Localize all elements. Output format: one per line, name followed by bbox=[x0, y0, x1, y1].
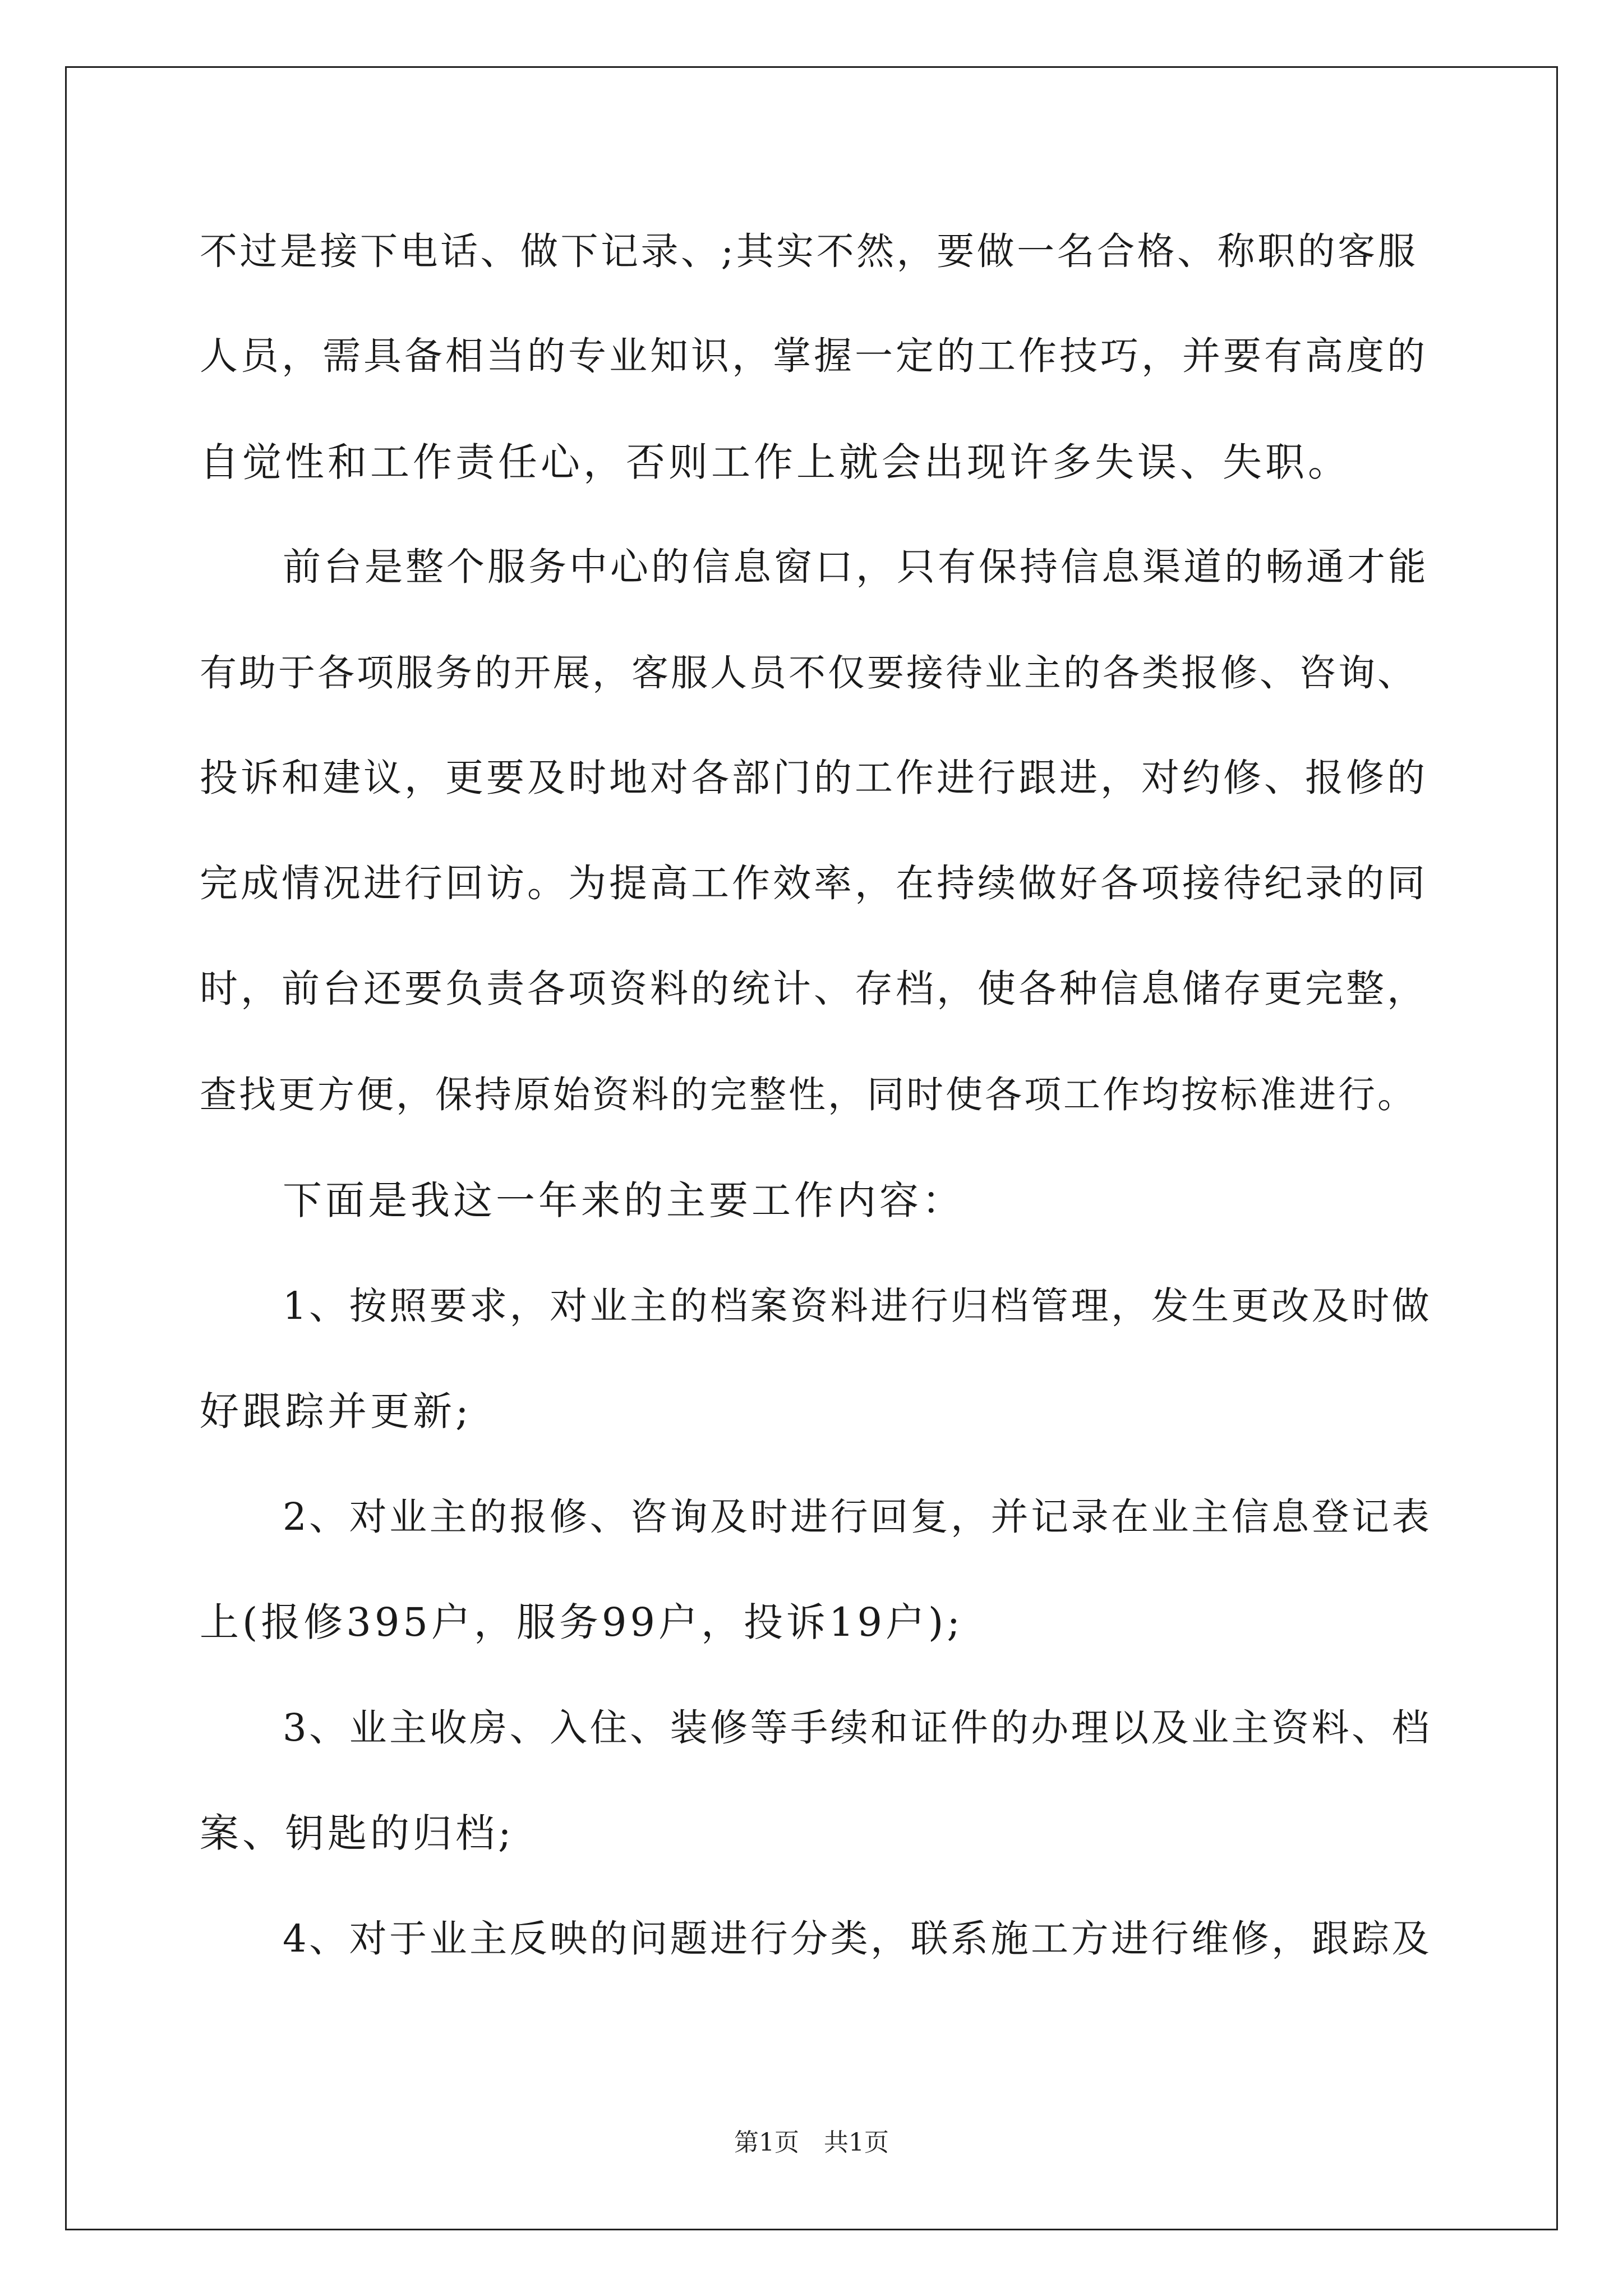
text-line-12: 好跟踪并更新; bbox=[200, 1388, 472, 1434]
text-line-3: 自觉性和工作责任心，否则工作上就会出现许多失误、失职。 bbox=[200, 439, 1350, 485]
text-line-2: 人员，需具备相当的专业知识，掌握一定的工作技巧，并要有高度的 bbox=[200, 334, 1428, 379]
text-line-17: 4、对于业主反映的问题进行分类，联系施工方进行维修，跟踪及 bbox=[283, 1917, 1432, 1961]
text-line-6: 投诉和建议，更要及时地对各部门的工作进行跟进，对约修、报修的 bbox=[200, 756, 1428, 800]
document-body bbox=[200, 218, 1437, 2010]
text-line-9: 查找更方便，保持原始资料的完整性，同时使各项工作均按标准进行。 bbox=[200, 1073, 1417, 1116]
text-line-15: 3、业主收房、入住、装修等手续和证件的办理以及业主资料、档 bbox=[283, 1706, 1432, 1750]
text-line-7: 完成情况进行回访。为提高工作效率，在持续做好各项接待纪录的同 bbox=[200, 862, 1428, 906]
text-line-1: 不过是接下电话、做下记录、;其实不然，要做一名合格、称职的客服 bbox=[200, 229, 1418, 273]
text-line-14: 上(报修395户，服务99户，投诉19户); bbox=[200, 1599, 963, 1645]
text-line-16: 案、钥匙的归档; bbox=[200, 1810, 515, 1856]
text-line-13: 2、对业主的报修、咨询及时进行回复，并记录在业主信息登记表 bbox=[283, 1495, 1432, 1539]
text-line-5: 有助于各项服务的开展，客服人员不仅要接待业主的各类报修、咨询、 bbox=[200, 651, 1417, 694]
text-line-8: 时，前台还要负责各项资料的统计、存档，使各种信息储存更完整， bbox=[200, 967, 1428, 1011]
text-line-11: 1、按照要求，对业主的档案资料进行归档管理，发生更改及时做 bbox=[283, 1284, 1432, 1328]
page-footer: 第1页 共1页 bbox=[734, 2128, 889, 2157]
text-line-4: 前台是整个服务中心的信息窗口，只有保持信息渠道的畅通才能 bbox=[283, 545, 1430, 590]
text-line-10: 下面是我这一年来的主要工作内容： bbox=[283, 1177, 965, 1223]
